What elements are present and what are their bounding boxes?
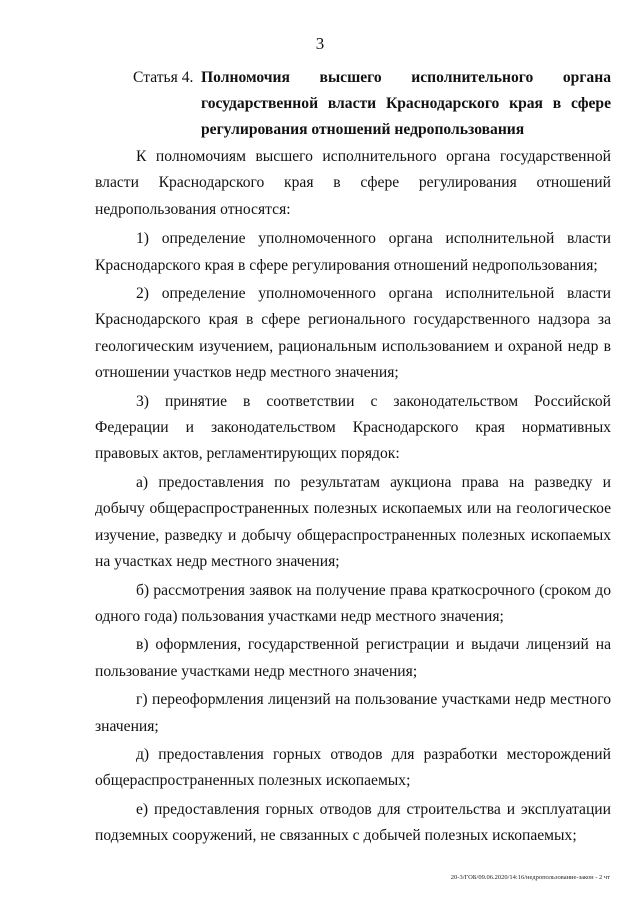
paragraph-item-2: 2) определение уполномоченного органа исполнительной власти Краснодарского края в сфере регионального государственного надзора за геологическим изучением, рациональным использованием и охраной недр в отношении участков недр местного значения; bbox=[95, 285, 611, 382]
paragraph-subitem-b: б) рассмотрения заявок на получение права краткосрочного (сроком до одного года) пользования участками недр местного значения; bbox=[95, 581, 611, 625]
paragraph-subitem-e: е) предоставления горных отводов для строительства и эксплуатации подземных сооружений, не связанных с добычей полезных ископаемых; bbox=[95, 800, 611, 845]
page-number: 3 bbox=[315, 34, 325, 53]
paragraph-subitem-a: а) предоставления по результатам аукциона права на разведку и добычу общераспространенных полезных ископаемых или на геологическое изучение, разведку и добычу общераспространенных полезных ископаемых на участках недр местного значения; bbox=[95, 473, 611, 571]
paragraph-subitem-d: д) предоставления горных отводов для разработки месторождений общераспространенных полезных ископаемых; bbox=[95, 745, 611, 790]
paragraph-subitem-g: г) переоформления лицензий на пользование участками недр местного значения; bbox=[95, 691, 611, 735]
document-footer-code: 20-3/ГОБ/09.06.2020/14:16/недропользование-закон - 2 чт bbox=[450, 874, 610, 881]
article-heading bbox=[133, 65, 611, 143]
article-label: Статья 4. bbox=[133, 69, 194, 86]
article-title: Полномочия высшего исполнительного органа государственной власти Краснодарского края в сфере регулирования отношений недропользования bbox=[201, 69, 611, 138]
paragraph-subitem-v: в) оформления, государственной регистрации и выдачи лицензий на пользование участками недр местного значения; bbox=[95, 636, 611, 680]
paragraph-intro: К полномочиям высшего исполнительного органа государственной власти Краснодарского края в сфере регулирования отношений недропользования относятся: bbox=[95, 148, 611, 218]
paragraph-item-1: 1) определение уполномоченного органа исполнительной власти Краснодарского края в сфере регулирования отношений недропользования; bbox=[95, 230, 611, 274]
paragraph-item-3: 3) принятие в соответствии с законодательством Российской Федерации и законодательством Краснодарского края нормативных правовых актов, регламентирующих порядок: bbox=[95, 392, 611, 463]
article-body bbox=[95, 144, 611, 850]
